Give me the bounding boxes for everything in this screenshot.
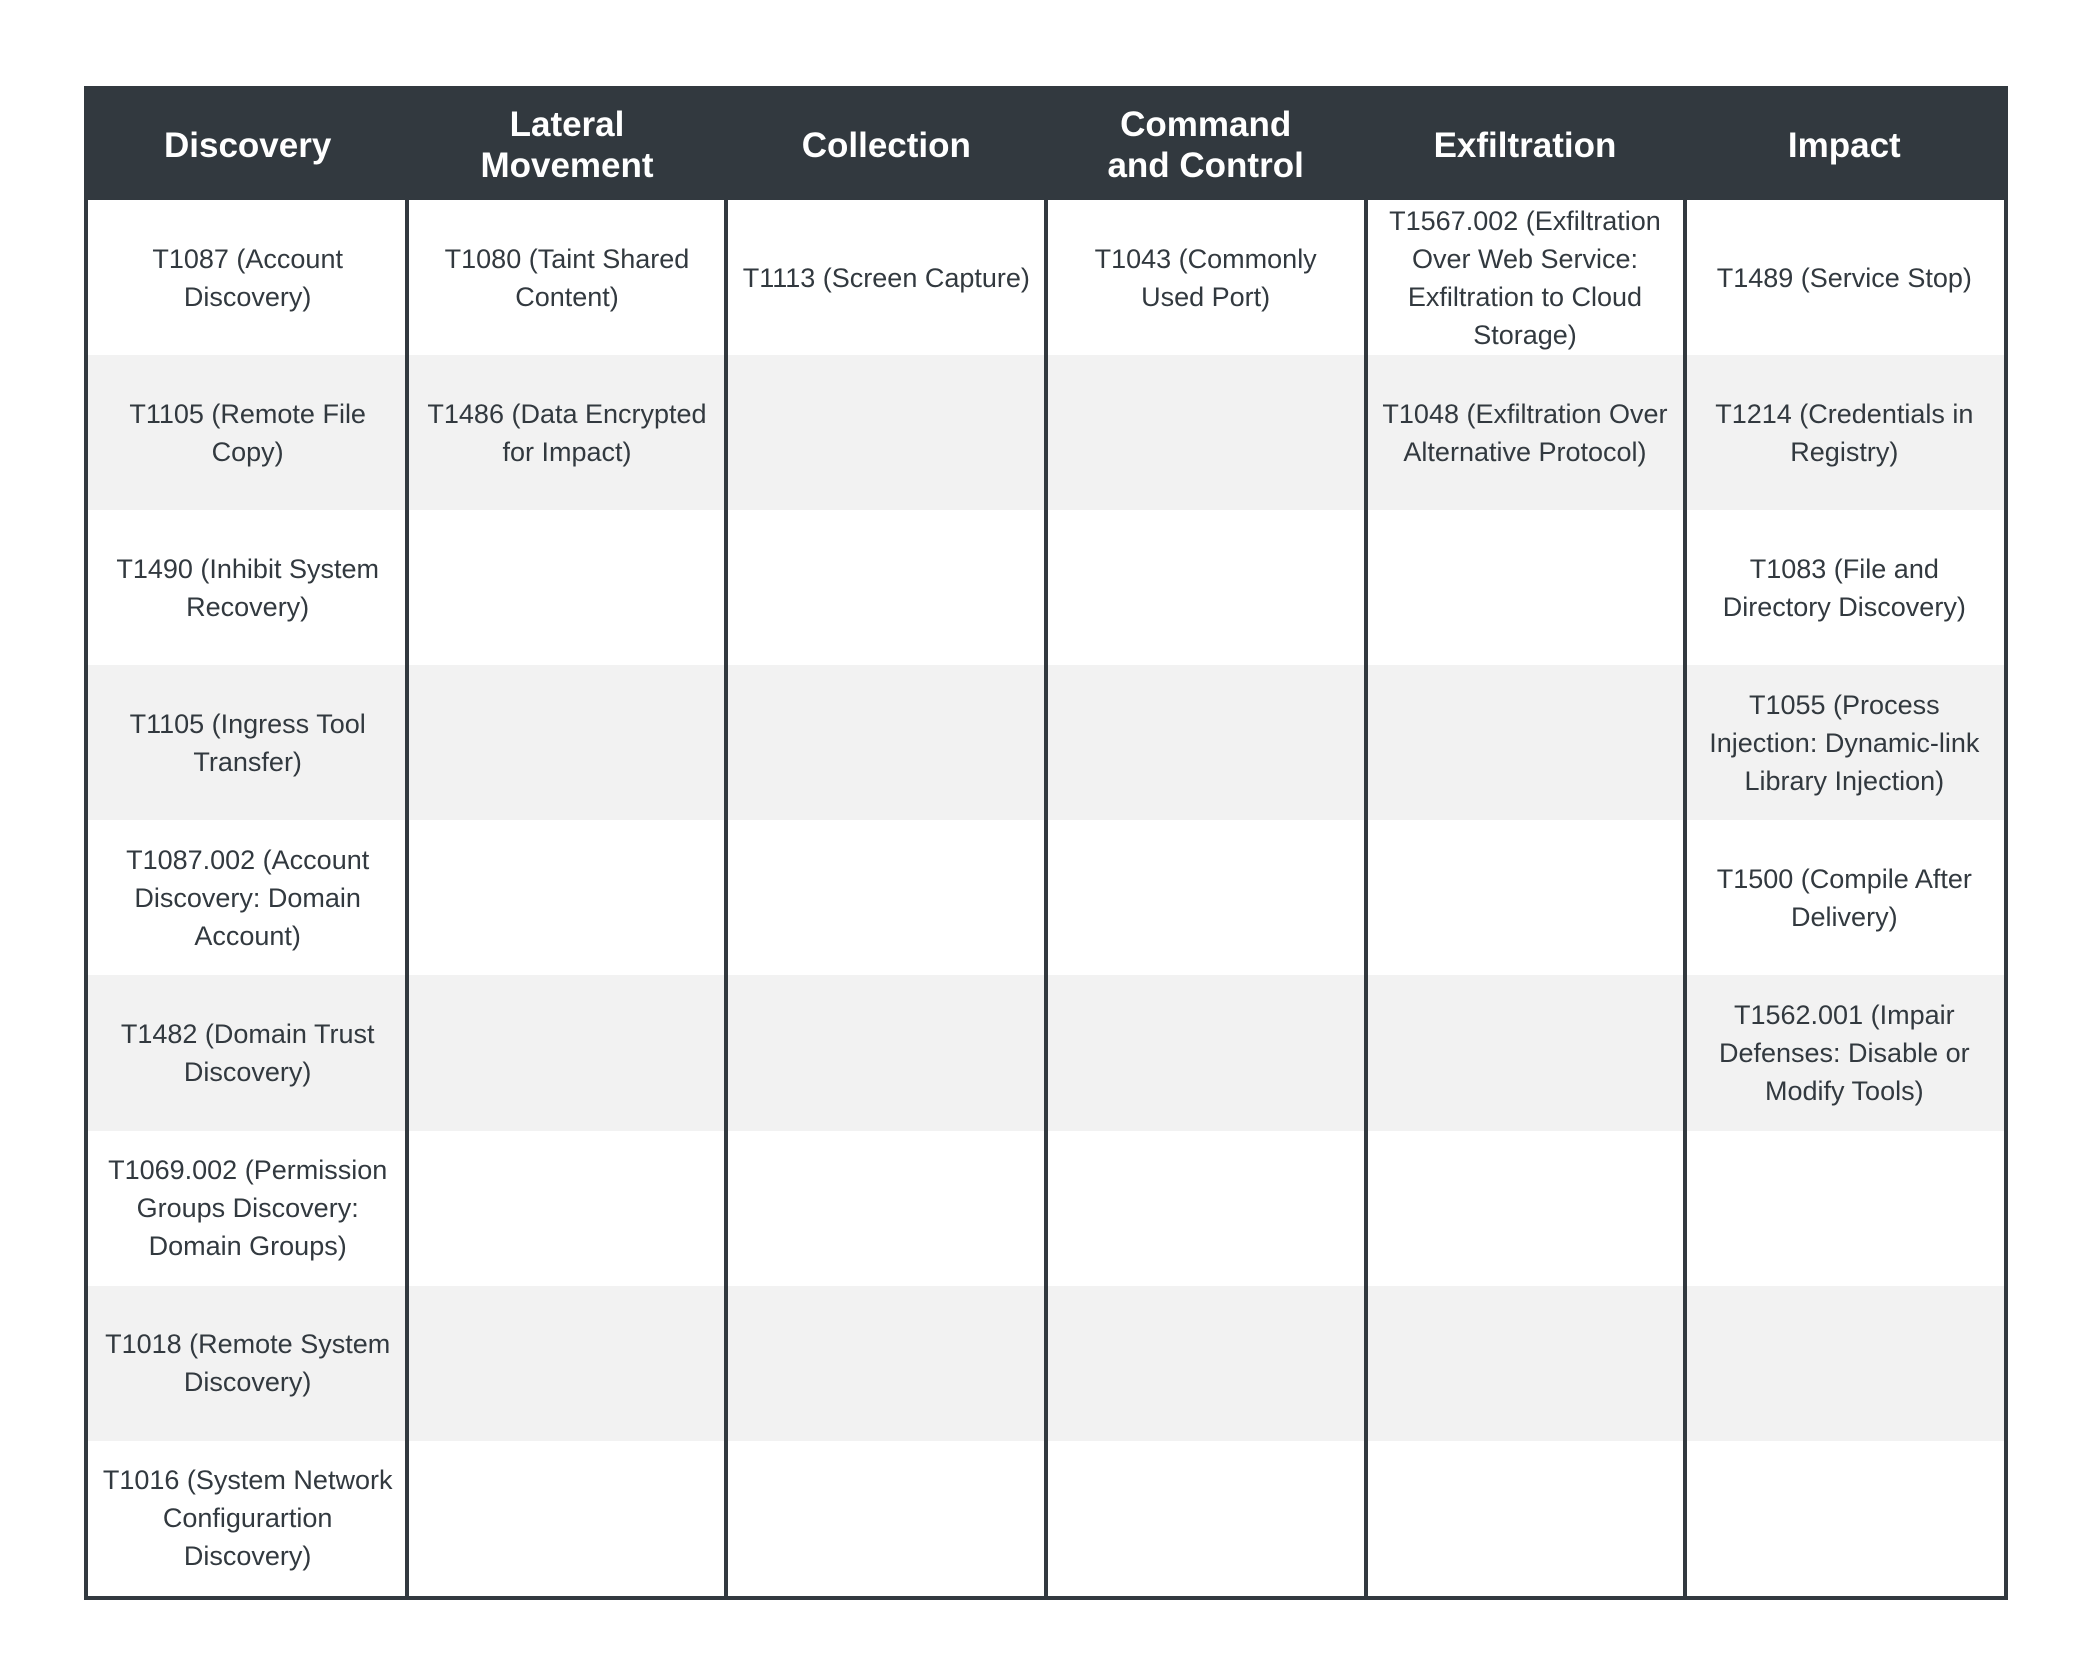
table-cell: T1016 (System Network Configurartion Discovery) [88, 1441, 407, 1596]
table-cell: T1055 (Process Injection: Dynamic-link Library Injection) [1685, 665, 2004, 820]
table-cell: T1080 (Taint Shared Content) [407, 200, 726, 355]
table-cell [727, 510, 1046, 665]
table-cell: T1567.002 (Exfiltration Over Web Service: Exfiltration to Cloud Storage) [1365, 200, 1684, 355]
header-collection: Collection [801, 125, 971, 165]
table-cell [727, 975, 1046, 1130]
table-cell [407, 820, 726, 975]
header-discovery: Discovery [164, 125, 332, 165]
table-cell [1365, 510, 1684, 665]
table-cell: T1105 (Ingress Tool Transfer) [88, 665, 407, 820]
table-cell [1365, 820, 1684, 975]
table-cell [407, 1131, 726, 1286]
table-cell: T1113 (Screen Capture) [727, 200, 1046, 355]
table-cell [1046, 1131, 1365, 1286]
header-command-and-control: Command and Control [1107, 105, 1304, 185]
table-cell [407, 510, 726, 665]
table-cell [727, 1131, 1046, 1286]
table-cell [727, 1286, 1046, 1441]
table-cell [407, 1286, 726, 1441]
table-cell: T1069.002 (Permission Groups Discovery: Domain Groups) [88, 1131, 407, 1286]
table-cell [1046, 1441, 1365, 1596]
header-lateral-movement: Lateral Movement [480, 105, 654, 185]
table-cell: T1105 (Remote File Copy) [88, 355, 407, 510]
table-cell: T1018 (Remote System Discovery) [88, 1286, 407, 1441]
column-divider [1683, 200, 1687, 1596]
header-exfiltration: Exfiltration [1433, 125, 1617, 165]
table-cell [1685, 1441, 2004, 1596]
table-cell: T1083 (File and Directory Discovery) [1685, 510, 2004, 665]
table-cell: T1214 (Credentials in Registry) [1685, 355, 2004, 510]
table-cell: T1562.001 (Impair Defenses: Disable or Modify Tools) [1685, 975, 2004, 1130]
table-header-row [88, 90, 2004, 200]
table-cell [1046, 1286, 1365, 1441]
table-cell: T1490 (Inhibit System Recovery) [88, 510, 407, 665]
table-cell [1685, 1131, 2004, 1286]
table-cell [1046, 665, 1365, 820]
table-cell [407, 975, 726, 1130]
table-cell: T1043 (Commonly Used Port) [1046, 200, 1365, 355]
column-divider [1044, 200, 1048, 1596]
table-body [88, 200, 2004, 1596]
table-cell [1046, 510, 1365, 665]
table-cell: T1048 (Exfiltration Over Alternative Protocol) [1365, 355, 1684, 510]
table-cell: T1087 (Account Discovery) [88, 200, 407, 355]
table-cell [727, 355, 1046, 510]
table-cell [1046, 975, 1365, 1130]
table-cell: T1500 (Compile After Delivery) [1685, 820, 2004, 975]
table-cell: T1482 (Domain Trust Discovery) [88, 975, 407, 1130]
table-cell: T1489 (Service Stop) [1685, 200, 2004, 355]
column-divider [1364, 200, 1368, 1596]
table-cell [1365, 665, 1684, 820]
table-cell [1046, 820, 1365, 975]
table-cell [1365, 1286, 1684, 1441]
column-divider [724, 200, 728, 1596]
table-cell: T1087.002 (Account Discovery: Domain Account) [88, 820, 407, 975]
table-cell [1685, 1286, 2004, 1441]
table-cell [727, 820, 1046, 975]
column-divider [405, 200, 409, 1596]
table-cell: T1486 (Data Encrypted for Impact) [407, 355, 726, 510]
table-cell [1365, 1441, 1684, 1596]
header-impact: Impact [1787, 125, 1901, 165]
table-cell [727, 1441, 1046, 1596]
table-cell [727, 665, 1046, 820]
table-cell [1365, 1131, 1684, 1286]
attack-matrix-table [84, 86, 2008, 1600]
table-cell [1365, 975, 1684, 1130]
table-cell [407, 665, 726, 820]
table-cell [1046, 355, 1365, 510]
table-cell [407, 1441, 726, 1596]
